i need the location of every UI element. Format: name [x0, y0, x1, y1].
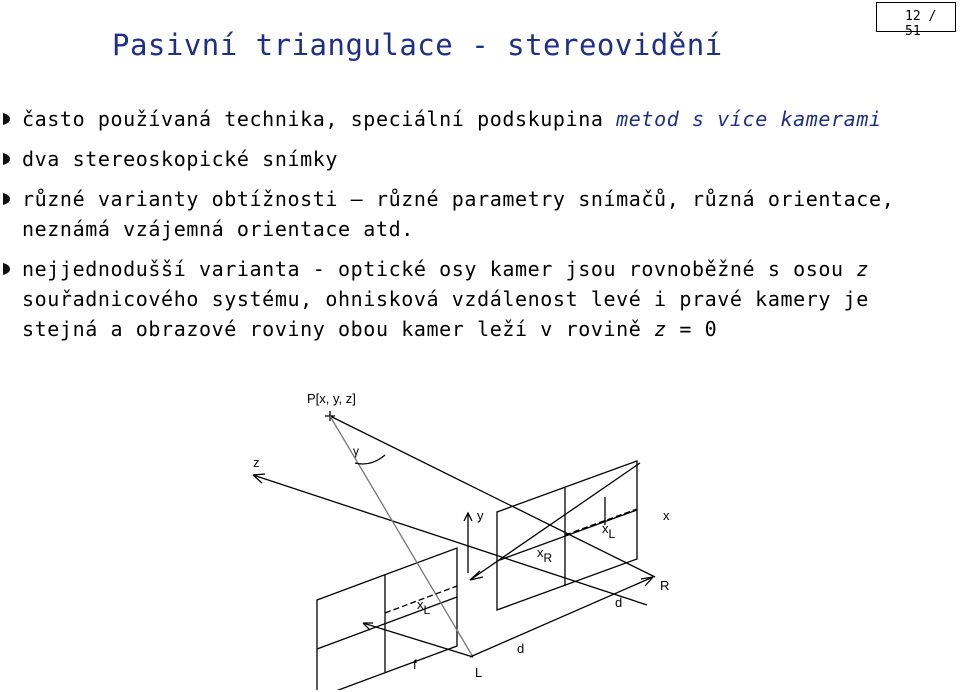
bullet-emphasis: metod s více kamerami [616, 107, 882, 131]
variable-z: z [654, 317, 667, 341]
left-plane-divider [317, 597, 457, 649]
ray-to-right [330, 416, 655, 577]
bullet-icon [2, 192, 11, 206]
page-current: 12 [905, 9, 921, 24]
z-axis-label: z [253, 455, 260, 470]
distance-d-left: d [517, 641, 525, 656]
bullet-item [0, 144, 930, 174]
y-axis-label: y [477, 508, 484, 523]
xl-label-left: xL [417, 597, 431, 617]
point-r-label: R [660, 578, 670, 593]
page-separator: / [920, 9, 937, 24]
angle-arc [355, 455, 385, 464]
angle-label: γ [353, 444, 359, 458]
x-axis-line [470, 463, 640, 580]
right-plane-divider [497, 510, 637, 561]
bullet-item [0, 184, 930, 244]
point-l-label: L [475, 665, 483, 680]
left-image-plane [317, 548, 457, 690]
focal-length-label: f [413, 657, 417, 672]
bullet-icon [2, 112, 11, 126]
bullet-icon [2, 262, 11, 276]
stereo-diagram [245, 385, 705, 690]
xl-label-right: xL [602, 521, 616, 541]
point-p-label: P[x, y, z] [307, 391, 356, 406]
variable-z: z [856, 257, 869, 281]
slide-title: Pasivní triangulace - stereovidění [112, 28, 723, 62]
ray-to-left [330, 416, 473, 657]
bullet-text: různé varianty obtížnosti – různé parametry snímačů, různá orientace, neznámá vzájemná orientace atd. [22, 187, 895, 241]
xr-marker [565, 509, 637, 535]
page-indicator [876, 2, 956, 39]
page-total: 51 [905, 24, 921, 39]
z-axis-line [253, 475, 647, 605]
bullet-text: = 0 [666, 317, 718, 341]
bullet-list [0, 104, 930, 354]
bullet-item [0, 254, 930, 344]
bullet-text: souřadnicového systému, ohnisková vzdálenost levé i pravé kamery je stejná a obrazové roviny obou kamer leží v rovině [22, 287, 869, 341]
bullet-text: často používaná technika, speciální podskupina [22, 107, 617, 131]
bullet-item [0, 104, 930, 134]
bullet-text: nejjednodušší varianta - optické osy kamer jsou rovnoběžné s osou [22, 257, 857, 281]
bullet-icon [2, 152, 11, 166]
distance-d-right: d [615, 595, 623, 610]
x-axis-label: x [663, 508, 670, 523]
xr-label: xR [537, 545, 553, 565]
bullet-text: dva stereoskopické snímky [22, 147, 339, 171]
